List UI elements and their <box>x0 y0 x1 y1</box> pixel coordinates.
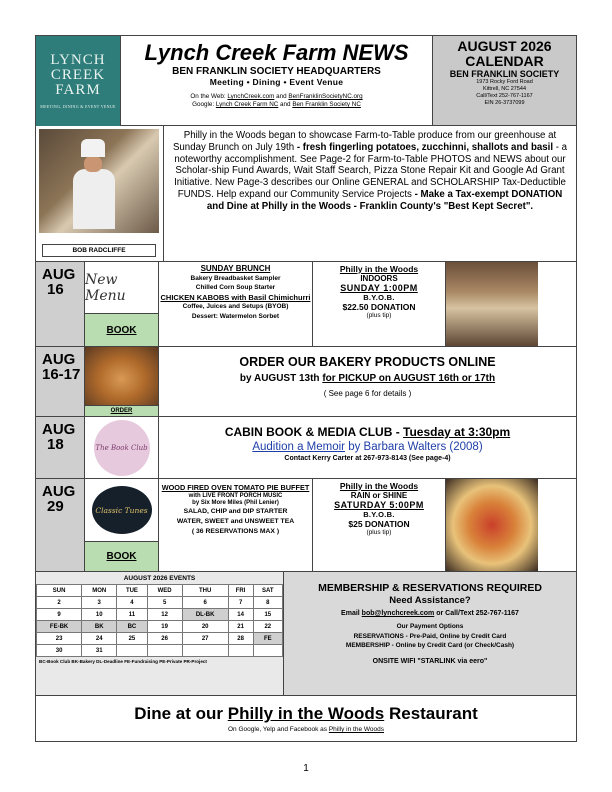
menu-item: SALAD, CHIP and DIP STARTER <box>183 508 288 515</box>
date-day: 18 <box>47 436 64 453</box>
masthead <box>121 36 433 125</box>
venue-name: Philly in the Woods <box>339 264 419 274</box>
calendar-day-headers <box>37 585 283 597</box>
page-number: 1 <box>303 763 309 774</box>
calendar-day: 27 <box>182 633 228 645</box>
calendar-header <box>433 36 576 125</box>
calendar-day: 28 <box>228 633 253 645</box>
intro-text <box>164 126 576 261</box>
day-header: FRI <box>228 585 253 597</box>
book-button[interactable] <box>85 541 158 571</box>
email-prefix: Email <box>341 610 362 617</box>
tip-note: (plus tip) <box>366 529 392 536</box>
book-club-logo <box>85 417 159 478</box>
calendar-day: 12 <box>147 609 182 621</box>
newsletter-subtitle: BEN FRANKLIN SOCIETY HEADQUARTERS <box>172 66 381 77</box>
calendar-week <box>37 645 283 657</box>
contact-line <box>284 610 576 617</box>
calendar-day: 8 <box>253 597 282 609</box>
calendar-day: 26 <box>147 633 182 645</box>
date-day: 16 <box>47 281 64 298</box>
phone: Call/Text 252-767-1167 <box>476 93 533 99</box>
calendar-day <box>117 645 147 657</box>
music-info: with LIVE FRONT PORCH MUSIC <box>188 493 283 499</box>
book-club-title <box>159 425 576 439</box>
intro-part: Philly in the Woods began to showcase Farm-to-Table produce from our greenhouse at Sunday Brunch on July 19th <box>172 130 557 153</box>
event-date <box>36 417 85 478</box>
date-day: 29 <box>47 498 64 515</box>
dining-room-photo <box>446 262 538 346</box>
venue-setting: INDOORS <box>360 274 398 283</box>
byob: B.Y.O.B. <box>363 510 395 519</box>
benfranklin-link[interactable]: BenFranklinSocietyNC.org <box>288 93 363 100</box>
calendar-day: 24 <box>82 633 117 645</box>
membership-title: MEMBERSHIP & RESERVATIONS REQUIRED <box>318 582 542 594</box>
menu-item: ( 36 RESERVATIONS MAX ) <box>191 528 280 535</box>
calendar-day: 10 <box>82 609 117 621</box>
deadline-text: by AUGUST 13th <box>239 373 323 384</box>
order-button[interactable] <box>85 405 158 416</box>
tip-note: (plus tip) <box>366 312 392 319</box>
intro-part: - Franklin County's "Best Kept Secret". <box>350 200 534 212</box>
date-day: 16-17 <box>42 366 81 383</box>
bakery-details: ( See page 6 for details ) <box>323 389 412 398</box>
logo-line: LYNCH <box>50 52 106 68</box>
buffet-menu <box>159 479 313 571</box>
google-prefix: Google: <box>192 101 215 108</box>
calendar-day: 7 <box>228 597 253 609</box>
footer-title-part: Restaurant <box>384 704 478 723</box>
lynchcreek-link[interactable]: LynchCreek.com <box>227 93 275 100</box>
event-aug-16-17 <box>35 347 577 417</box>
book-club-icon <box>94 420 150 476</box>
payment-title: Our Payment Options <box>396 623 464 630</box>
day-header: THU <box>182 585 228 597</box>
book-selection <box>159 441 576 453</box>
new-menu-logo <box>85 262 158 313</box>
calendar-day <box>182 645 228 657</box>
event-aug-29 <box>35 479 577 572</box>
intro-part: - fresh fingerling potatoes, zucchinni, shallots and basil <box>294 141 554 153</box>
intro-part: See Page-2 for Farm-to-Table PHOTOS and NEWS about our Scholar-ship Fund Awards, Wait Staff Search, Pizza Stone Repair Kit and Google Ad Grant Initiative. New Page-3 describes our Online GENERAL and SCHOLARSHIP Tax-Deductible FUNDS. Help expand our Community Service Projects <box>174 153 566 200</box>
book-title-link[interactable]: Audition a Memoir <box>252 441 346 453</box>
calendar-org: BEN FRANKLIN SOCIETY <box>449 69 560 79</box>
intro-section <box>35 126 577 262</box>
google-lynch-link[interactable]: Lynch Creek Farm NC <box>215 101 279 108</box>
web-prefix: On the Web: <box>190 93 226 100</box>
calendar-title: AUGUST 2026 EVENTS <box>123 575 196 582</box>
logo-line: FARM <box>55 82 101 98</box>
calendar-day <box>228 645 253 657</box>
event-date <box>36 262 85 346</box>
classic-tunes-panel <box>85 479 159 571</box>
calendar-day-event: BC <box>117 621 147 633</box>
calendar-day: 3 <box>82 597 117 609</box>
calendar-day-event: FE-BK <box>37 621 82 633</box>
calendar-day: 6 <box>182 597 228 609</box>
new-menu-panel <box>85 262 159 346</box>
web-and: and <box>276 93 287 100</box>
calendar-day: 11 <box>117 609 147 621</box>
event-aug-18 <box>35 417 577 479</box>
calendar-week <box>37 597 283 609</box>
menu-item: Coffee, Juices and Setups (BYOB) <box>182 303 289 311</box>
newsletter-title: Lynch Creek Farm NEWS <box>144 40 409 65</box>
payment-reservations: RESERVATIONS - Pre-Paid, Online by Credit Card <box>353 632 507 640</box>
calendar-day: 31 <box>82 645 117 657</box>
day-header: SUN <box>37 585 82 597</box>
club-name: CABIN BOOK & MEDIA CLUB - <box>224 425 404 439</box>
payment-options <box>284 622 576 651</box>
menu-item: Dessert: Watermelon Sorbet <box>191 312 280 320</box>
tomato-pie-photo <box>446 479 538 571</box>
calendar-day: 25 <box>117 633 147 645</box>
events-calendar <box>36 572 284 695</box>
event-aug-16 <box>35 262 577 347</box>
address-line: Kittrell, NC 27544 <box>482 86 527 92</box>
day-header: WED <box>147 585 182 597</box>
intro-part: - a noteworthy accomplishment. <box>174 141 568 165</box>
philly-link[interactable]: Philly in the Woods <box>328 726 384 733</box>
classic-tunes-logo <box>85 479 158 541</box>
photo-caption: BOB RADCLIFFE <box>42 244 156 257</box>
pickup-text: for PICKUP on AUGUST 16th or 17th <box>322 373 496 384</box>
calendar-day: 30 <box>37 645 82 657</box>
calendar-day: 9 <box>37 609 82 621</box>
calendar-day-event: FE <box>253 633 282 645</box>
calendar-day: 2 <box>37 597 82 609</box>
chef-image <box>39 129 159 233</box>
logo-tagline: MEETING, DINING & EVENT VENUE <box>40 104 116 109</box>
event-date <box>36 479 85 571</box>
date-month: AUG <box>42 483 76 500</box>
logo-text: The Book Club <box>95 443 148 452</box>
book-label: BOOK <box>106 324 137 336</box>
brunch-menu <box>159 262 313 346</box>
lynch-creek-farm-logo <box>36 36 121 126</box>
web-and: and <box>280 101 291 108</box>
footer-sub <box>228 726 384 733</box>
book-button[interactable] <box>85 313 158 346</box>
book-author: by Barbara Walters (2008) <box>345 441 483 453</box>
event-time: SATURDAY 5:00PM <box>334 500 424 510</box>
venue-name: Philly in the Woods <box>339 481 419 491</box>
date-month: AUG <box>42 266 76 283</box>
calendar-day: 19 <box>147 621 182 633</box>
calendar-label: CALENDAR <box>465 53 544 69</box>
calendar-legend: BC-Book Club BK-Bakery DL-Deadline FE-Fundraising PE-Private PR-Project <box>39 659 207 664</box>
ein: EIN 26-3737099 <box>484 100 525 106</box>
logo-text: New Menu <box>85 271 126 304</box>
calendar-day: 4 <box>117 597 147 609</box>
chef-photo <box>36 126 164 261</box>
header <box>35 35 577 126</box>
donation: $22.50 DONATION <box>342 302 416 312</box>
restaurant-name: Philly in the Woods <box>227 704 385 723</box>
club-contact: Contact Kerry Carter at 267-973-8143 (See page-4) <box>284 455 451 462</box>
book-label: BOOK <box>106 551 137 562</box>
day-header: TUE <box>117 585 147 597</box>
calendar-membership-section <box>35 572 577 696</box>
intro-part: - Make a Tax-exempt DONATION and Dine at Philly in the Woods <box>206 188 563 212</box>
byob: B.Y.O.B. <box>363 293 395 302</box>
wifi-info: ONSITE WIFI "STARLINK via eero" <box>372 657 488 665</box>
footer-title <box>134 704 478 724</box>
bakery-title: ORDER OUR BAKERY PRODUCTS ONLINE <box>239 355 496 369</box>
calendar-day: 20 <box>182 621 228 633</box>
day-header: SAT <box>253 585 282 597</box>
calendar-day: 23 <box>37 633 82 645</box>
calendar-day-event: BK <box>82 621 117 633</box>
event-details <box>313 262 446 346</box>
menu-title: SUNDAY BRUNCH <box>200 264 271 273</box>
calendar-day: 14 <box>228 609 253 621</box>
newsletter-page <box>35 35 577 742</box>
day-header: MON <box>82 585 117 597</box>
donation: $25 DONATION <box>348 519 410 529</box>
calendar-grid <box>36 584 283 657</box>
calendar-day: 15 <box>253 609 282 621</box>
menu-main: CHICKEN KABOBS with Basil Chimichurri <box>160 292 311 302</box>
google-bfs-link[interactable]: Ben Franklin Society NC <box>292 101 361 108</box>
book-club-info <box>159 417 576 478</box>
calendar-day: 22 <box>253 621 282 633</box>
footer-sub-text: On Google, Yelp and Facebook as <box>228 726 329 733</box>
date-month: AUG <box>42 421 76 438</box>
web-links <box>121 93 432 109</box>
calendar-week <box>37 621 283 633</box>
venue-setting: RAIN or SHINE <box>350 491 408 500</box>
calendar-week <box>37 633 283 645</box>
logo-line: CREEK <box>50 67 106 83</box>
calendar-month: AUGUST 2026 <box>457 38 552 54</box>
venue-tagline: Meeting • Dining • Event Venue <box>209 77 344 87</box>
club-time: Tuesday at 3:30pm <box>403 425 511 439</box>
menu-title: WOOD FIRED OVEN TOMATO PIE BUFFET <box>161 483 310 492</box>
footer-title-part: Dine at our <box>134 704 228 723</box>
bakery-panel <box>85 347 159 416</box>
footer <box>35 696 577 742</box>
membership-info <box>284 572 576 695</box>
payment-membership: MEMBERSHIP - Online by Credit Card (or Check/Cash) <box>345 642 515 649</box>
calendar-day <box>147 645 182 657</box>
menu-item: WATER, SWEET and UNSWEET TEA <box>176 518 295 525</box>
assistance-heading: Need Assistance? <box>389 595 471 606</box>
event-date <box>36 347 85 416</box>
event-time: SUNDAY 1:00PM <box>340 283 418 293</box>
bread-photo <box>85 347 158 405</box>
calendar-day: 21 <box>228 621 253 633</box>
calendar-day <box>253 645 282 657</box>
date-month: AUG <box>42 351 76 368</box>
order-label: ORDER <box>110 408 133 414</box>
event-details <box>313 479 446 571</box>
logo-text: Classic Tunes <box>95 505 148 515</box>
calendar-week <box>37 609 283 621</box>
address-line: 1973 Rocky Ford Road <box>476 79 533 85</box>
calendar-day-event: DL-BK <box>182 609 228 621</box>
bakery-deadline <box>159 373 576 384</box>
music-band: by Six More Miles (Phil Lenier) <box>192 500 279 506</box>
calendar-day: 5 <box>147 597 182 609</box>
menu-item: Bakery Breadbasket Sampler <box>190 274 281 282</box>
email-link[interactable]: bob@lynchcreek.com <box>361 610 435 617</box>
email-suffix: or Call/Text 252-767-1167 <box>434 610 519 617</box>
menu-item: Chilled Corn Soup Starter <box>195 284 276 292</box>
bakery-info <box>159 347 576 416</box>
